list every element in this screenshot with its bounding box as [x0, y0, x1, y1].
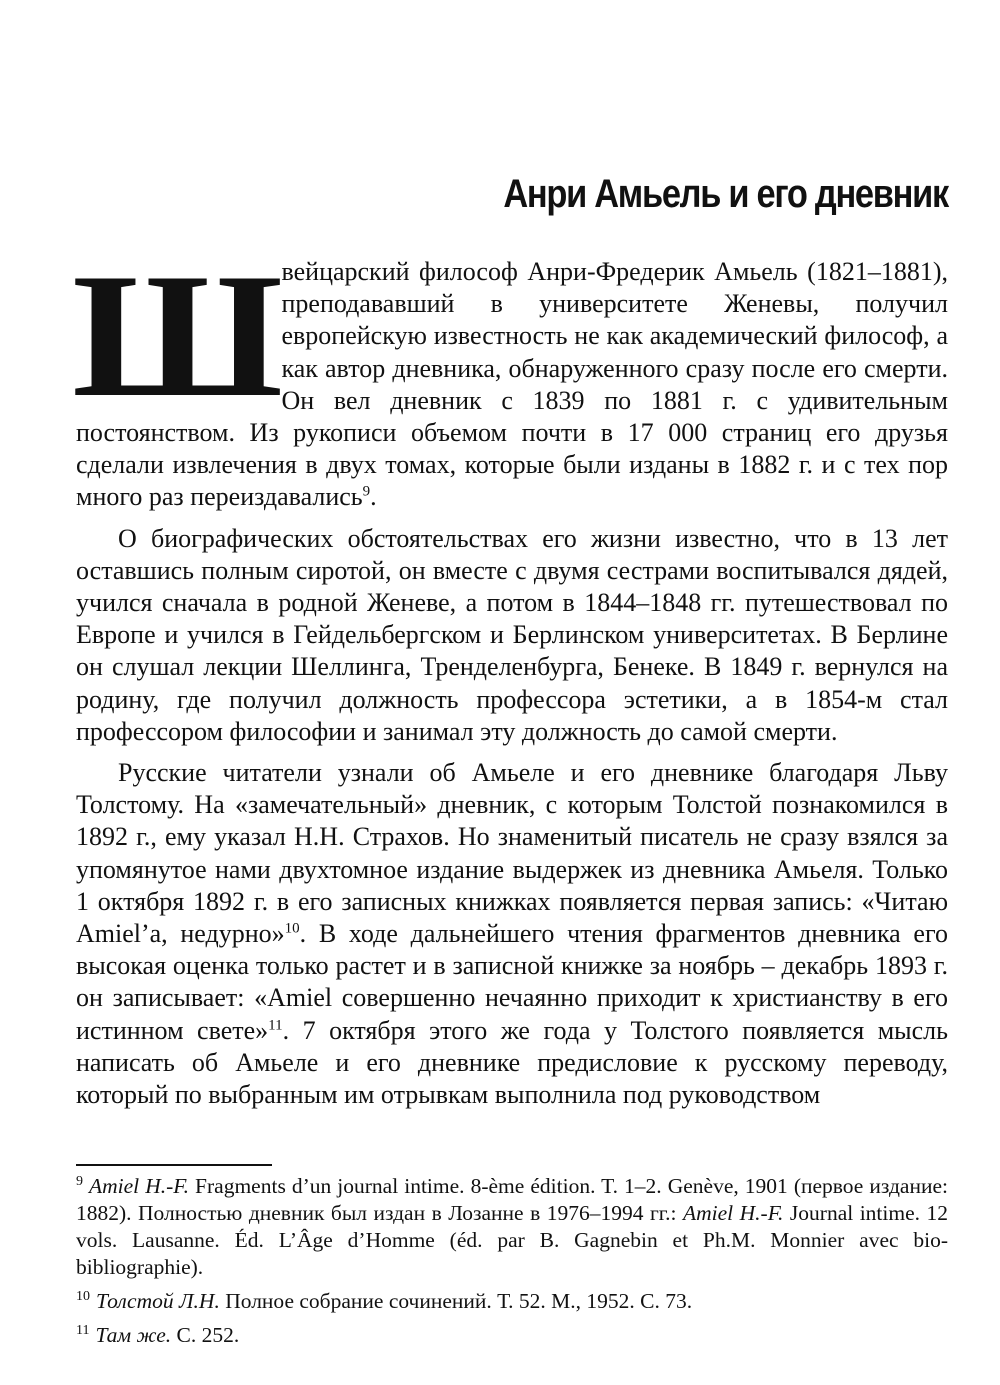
footnote-divider	[76, 1164, 272, 1166]
footnotes	[76, 1173, 948, 1356]
drop-cap: Ш	[72, 236, 284, 434]
footnote-text: Полное собрание сочинений. Т. 52. М., 1952. С. 73.	[219, 1289, 693, 1313]
footnote-ref-11: 11	[268, 1017, 283, 1034]
footnote-number: 9	[76, 1173, 83, 1189]
footnote-number: 11	[76, 1322, 90, 1338]
footnote-text: С. 252.	[171, 1323, 240, 1347]
footnote-number: 10	[76, 1288, 90, 1304]
paragraph-3-text-3: . 7 октября этого же года у Толстого появляется мысль написать об Амьеле и его дневнике предисловие к русскому переводу, который по выбранным им отрывкам выполнила под руководством	[76, 1015, 948, 1110]
footnote-author: Толстой Л.Н.	[96, 1289, 220, 1313]
footnote-11	[76, 1322, 948, 1349]
footnote-author: Там же.	[95, 1323, 172, 1347]
paragraph-2: О биографических обстоятельствах его жизни известно, что в 13 лет оставшись полным сиротой, он вместе с двумя сестрами воспитывался дядей, учился сначала в родной Женеве, а потом в 1844–1848 гг. путешествовал по Европе и учился в Гейдельбергском и Берлинском университетах. В Берлине он слушал лекции Шеллинга, Тренделенбурга, Бенеке. В 1849 г. вернулся на родину, где получил должность профессора эстетики, а в 1854-м стал профессором философии и занимал эту должность до самой смерти.	[76, 523, 948, 746]
footnote-author: Amiel H.-F.	[683, 1201, 784, 1225]
footnote-text: Fragments d’un journal intime. 8-ème édition. T. 1–2. Genève, 1901 (первое издание: 1882). Полностью дневник был издан в Лозанне в 1976–1994 гг.:	[76, 1174, 948, 1225]
paragraph-1	[72, 236, 948, 514]
book-page	[72, 0, 948, 1385]
footnote-10	[76, 1288, 948, 1315]
chapter-title: Анри Амьель и его дневник	[503, 172, 948, 216]
paragraph-1-text: вейцарский философ Анри-Фредерик Амьель (1821–1881), преподававший в университете Женевы, получил европейскую известность не как академический философ, а как автор дневника, обнаруженного сразу после его смерти. Он вел дневник с 1839 по 1881 г. с удивительным постоянством. Из рукописи объемом почти в 17 000 страниц его друзья сделали извлечения в двух томах, которые были изданы в 1882 г. и с тех пор много раз переиздавались	[76, 257, 948, 512]
paragraph-1-tail: .	[370, 482, 377, 512]
footnote-author: Amiel H.-F.	[89, 1174, 189, 1198]
main-text	[72, 236, 948, 1120]
footnote-text: Journal intime. 12 vols. Lausanne. Éd. L’Âge d’Homme (éd. par B. Gagnebin et Ph.M. Monnier avec bio-bibliographie).	[76, 1201, 948, 1279]
paragraph-3	[76, 757, 948, 1111]
footnote-ref-10: 10	[284, 920, 300, 937]
footnote-9	[76, 1173, 948, 1281]
paragraph-3-text-1: Русские читатели узнали об Амьеле и его дневнике благодаря Льву Толстому. На «замечательный» дневник, с которым Толстой познакомился в 1892 г., ему указал Н.Н. Страхов. Но знаменитый писатель не сразу взялся за упомянутое нами двухтомное издание выдержек из дневника Амьеля. Только 1 октября 1892 г. в его записных книжках появляется первая запись: «Читаю Amiel’a, недурно»	[76, 758, 948, 949]
paragraph-3-text-2: . В ходе дальнейшего чтения фрагментов дневника его высокая оценка только растет и в записной книжке за ноябрь – декабрь 1893 г. он записывает: «Amiel совершенно нечаянно приходит к христианству в его истинном свете»	[76, 919, 948, 1045]
footnote-ref-9: 9	[362, 483, 371, 500]
